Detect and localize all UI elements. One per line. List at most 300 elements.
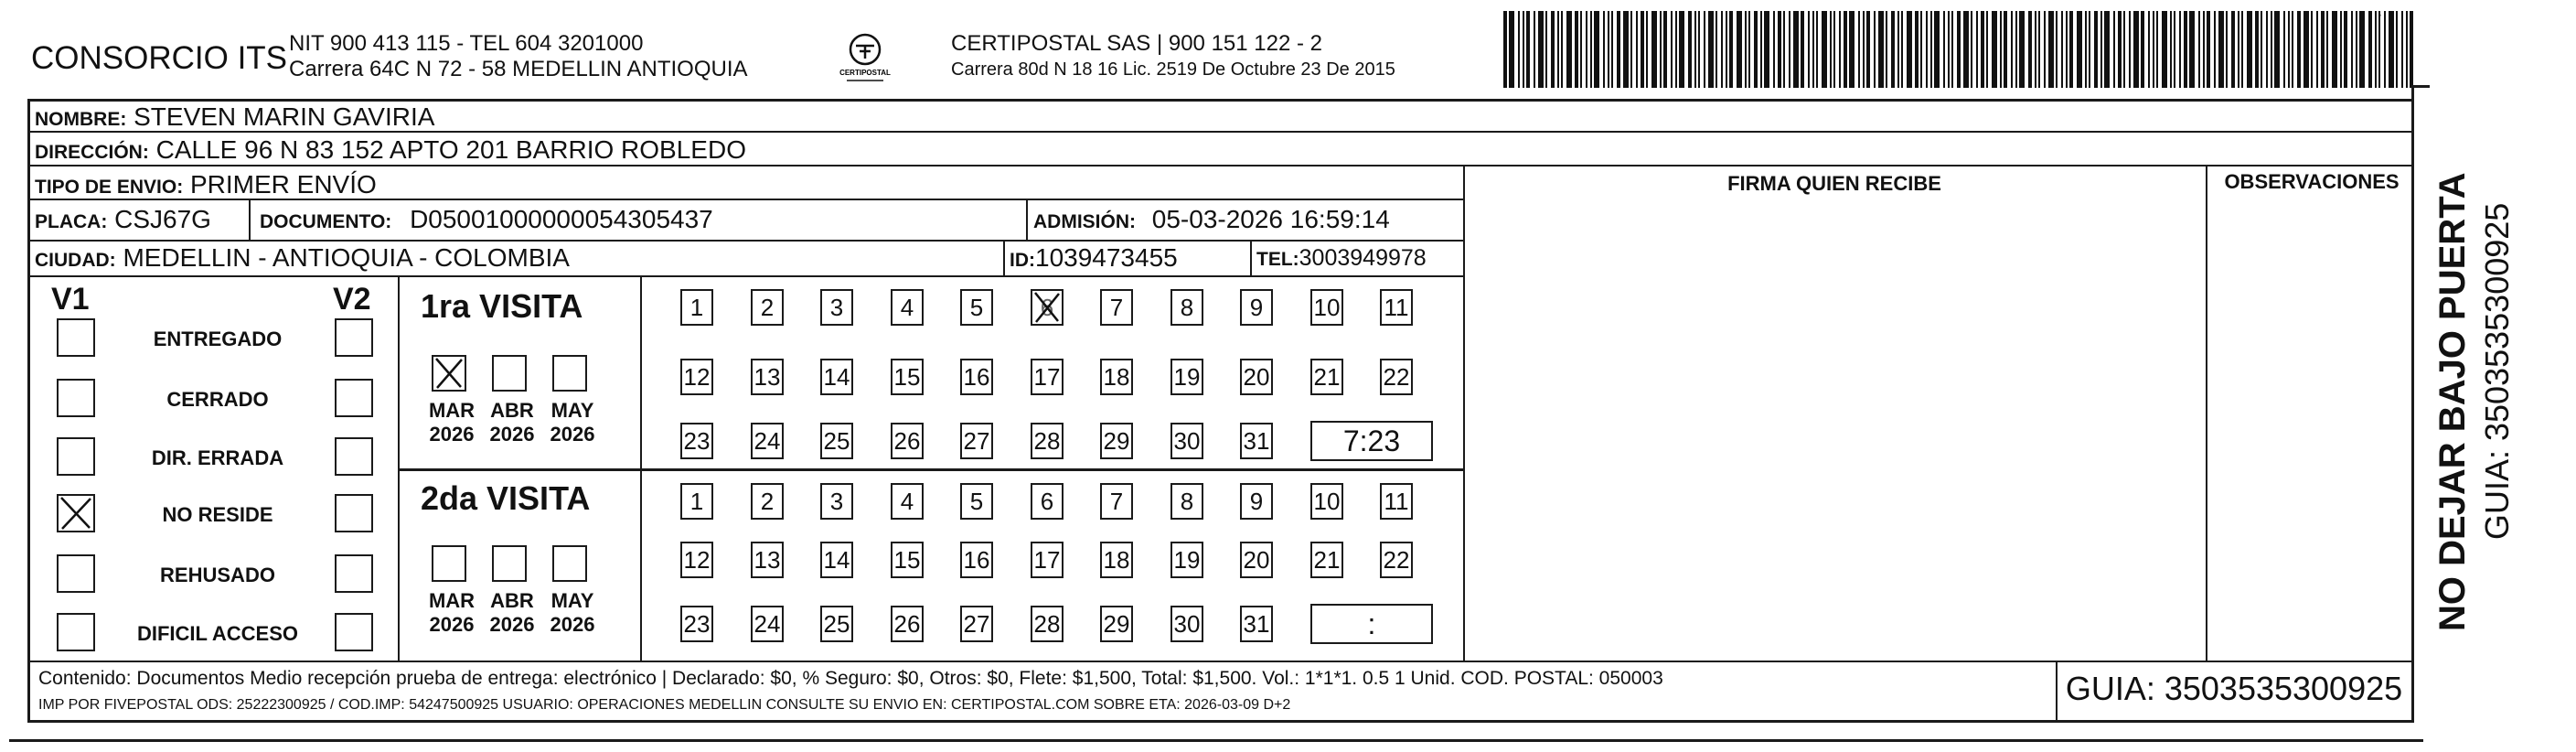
month-checkbox[interactable] xyxy=(492,545,527,582)
col-sep-tel xyxy=(1250,240,1252,275)
v1-checkbox[interactable] xyxy=(57,554,95,593)
day-box[interactable]: 16 xyxy=(960,542,993,578)
barcode-bar xyxy=(1538,11,1544,88)
month-label: MAR xyxy=(428,399,476,422)
barcode-bar xyxy=(1580,11,1582,88)
barcode-bar xyxy=(2094,11,2098,88)
placa-value: CSJ67G xyxy=(114,205,211,233)
barcode-bar xyxy=(1992,11,1997,88)
day-box[interactable]: 15 xyxy=(891,542,924,578)
barcode-bar xyxy=(1679,11,1684,88)
barcode-bar xyxy=(2044,11,2046,88)
barcode-bar xyxy=(1858,11,1860,88)
certipostal-logo xyxy=(839,27,891,88)
v1-label: V1 xyxy=(51,282,90,317)
barcode-bar xyxy=(2015,11,2017,88)
day-box[interactable]: 7 xyxy=(1100,289,1133,326)
col-sep-admision xyxy=(1026,199,1028,240)
barcode-bar xyxy=(2406,11,2408,88)
day-box[interactable]: 7 xyxy=(1100,483,1133,520)
status-label: DIR. ERRADA xyxy=(151,446,284,469)
barcode-bar xyxy=(1617,11,1620,88)
barcode-bar xyxy=(2238,11,2239,88)
barcode-bar xyxy=(2035,11,2036,88)
company-name: CONSORCIO ITS xyxy=(31,40,288,76)
day-box[interactable]: 22 xyxy=(1380,359,1413,395)
placa-label: PLACA: xyxy=(35,211,108,232)
day-box[interactable]: 23 xyxy=(680,423,713,459)
barcode-bar xyxy=(1608,11,1609,88)
visit1-title: 1ra VISITA xyxy=(421,287,583,325)
footer-print-info: IMP POR FIVEPOSTAL ODS: 25222300925 / COD.IMP: 54247500925 USUARIO: OPERACIONES MEDELLIN CONSULTE SU ENVIO EN: CERTIPOSTAL.COM SOBRE ETA: 2026-03-09 D+2 xyxy=(38,697,1291,713)
barcode-bar xyxy=(1698,11,1700,88)
day-box[interactable]: 8 xyxy=(1170,483,1203,520)
day-box[interactable]: 16 xyxy=(960,359,993,395)
barcode-bar xyxy=(1808,11,1810,88)
day-box[interactable]: 25 xyxy=(820,606,853,642)
barcode-bar xyxy=(2038,11,2040,88)
v1-checkbox[interactable] xyxy=(57,613,95,651)
barcode-bar xyxy=(1545,11,1547,88)
day-box[interactable]: 14 xyxy=(820,542,853,578)
day-box[interactable]: 19 xyxy=(1170,359,1203,395)
ciudad-row xyxy=(35,243,570,273)
barcode-bar xyxy=(1951,11,1953,88)
barcode-bar xyxy=(1801,11,1804,88)
barcode-bar xyxy=(1930,11,1932,88)
day-box[interactable]: 11 xyxy=(1380,483,1413,520)
tipo-label: TIPO DE ENVIO: xyxy=(35,177,184,198)
visit2-title: 2da VISITA xyxy=(421,479,591,517)
status-label: DIFICIL ACCESO xyxy=(136,622,298,645)
id-label: ID: xyxy=(1010,250,1035,271)
barcode-bar xyxy=(2359,11,2365,88)
barcode-bar xyxy=(2156,11,2158,88)
day-box[interactable]: 6 xyxy=(1031,289,1064,326)
barcode-bar xyxy=(2384,11,2386,88)
barcode-bar xyxy=(2019,11,2025,88)
day-box[interactable]: 13 xyxy=(751,359,784,395)
barcode-bar xyxy=(1561,11,1563,88)
day-check-mark xyxy=(1031,289,1064,326)
barcode-bar xyxy=(2241,11,2243,88)
barcode-bar xyxy=(1660,11,1662,88)
barcode-bar xyxy=(1981,11,1984,88)
v2-checkbox[interactable] xyxy=(335,437,373,476)
barcode-bar xyxy=(2184,11,2187,88)
barcode-bar xyxy=(2261,11,2262,88)
documento-row xyxy=(260,205,713,234)
barcode-bar xyxy=(1778,11,1781,88)
corner-mark: · xyxy=(2378,7,2383,23)
day-box[interactable]: 31 xyxy=(1240,423,1273,459)
barcode-bar xyxy=(1745,11,1747,88)
outer-bottom xyxy=(9,739,2423,742)
month-checkbox[interactable] xyxy=(552,545,587,582)
day-box[interactable]: 2 xyxy=(751,289,784,326)
day-box[interactable]: 27 xyxy=(960,606,993,642)
barcode-bar xyxy=(1897,11,1899,88)
barcode-bar xyxy=(1675,11,1677,88)
barcode-bar xyxy=(2123,11,2125,88)
day-box[interactable]: 24 xyxy=(751,423,784,459)
barcode-bar xyxy=(2179,11,2181,88)
barcode-bar xyxy=(1764,11,1769,88)
barcode-bar xyxy=(2189,11,2195,88)
barcode-bar xyxy=(1926,11,1928,88)
barcode-bar xyxy=(1551,11,1555,88)
ciudad-value: MEDELLIN - ANTIOQUIA - COLOMBIA xyxy=(123,243,570,272)
month-label: MAY xyxy=(550,399,594,422)
month-checkbox[interactable] xyxy=(432,545,466,582)
day-box[interactable]: 21 xyxy=(1310,359,1343,395)
nombre-value: STEVEN MARIN GAVIRIA xyxy=(134,102,435,131)
barcode-bar xyxy=(2214,11,2216,88)
barcode-bar xyxy=(1866,11,1870,88)
day-box[interactable]: 5 xyxy=(960,483,993,520)
admision-row xyxy=(1033,205,1390,234)
tel-row xyxy=(1256,245,1427,272)
barcode-bar xyxy=(1986,11,1988,88)
barcode-bar xyxy=(1830,11,1832,88)
barcode-bar xyxy=(1651,11,1657,88)
v2-checkbox[interactable] xyxy=(335,613,373,651)
barcode-bar xyxy=(2011,11,2013,88)
frame-left xyxy=(27,99,30,723)
barcode-bar xyxy=(2368,11,2372,88)
barcode-bar xyxy=(2396,11,2398,88)
id-value: 1039473455 xyxy=(1035,243,1178,272)
day-box[interactable]: 10 xyxy=(1310,289,1343,326)
barcode-bar xyxy=(2089,11,2090,88)
frame-bottom xyxy=(27,720,2414,723)
barcode-bar xyxy=(2129,11,2131,88)
barcode-bar xyxy=(2077,11,2082,88)
barcode-bar xyxy=(2401,11,2403,88)
barcode-bar xyxy=(1726,11,1727,88)
frame-corner xyxy=(2411,85,2430,88)
barcode-bar xyxy=(2271,11,2272,88)
barcode-bar xyxy=(2207,11,2210,88)
day-box[interactable]: 3 xyxy=(820,483,853,520)
visit-sep xyxy=(398,468,1463,471)
barcode-bar xyxy=(1839,11,1841,88)
day-box[interactable]: 14 xyxy=(820,359,853,395)
barcode-bar xyxy=(2141,11,2144,88)
v2-label: V2 xyxy=(333,282,371,317)
barcode-bar xyxy=(2000,11,2002,88)
barcode-bar xyxy=(2321,11,2325,88)
barcode-bar xyxy=(1816,11,1818,88)
day-box[interactable]: 4 xyxy=(891,483,924,520)
month-year: 2026 xyxy=(550,613,595,636)
barcode-bar xyxy=(2326,11,2328,88)
barcode-bar xyxy=(1630,11,1632,88)
status-label: CERRADO xyxy=(166,388,269,411)
barcode-bar xyxy=(2311,11,2313,88)
month-year: 2026 xyxy=(550,423,595,446)
day-box[interactable]: 4 xyxy=(891,289,924,326)
logo-text: CERTIPOSTAL xyxy=(839,69,891,77)
barcode-bar xyxy=(2028,11,2032,88)
day-box[interactable]: 23 xyxy=(680,606,713,642)
placa-row xyxy=(35,205,211,234)
barcode-bar xyxy=(2389,11,2394,88)
day-box[interactable]: 13 xyxy=(751,542,784,578)
month-year: 2026 xyxy=(429,423,475,446)
month-year: 2026 xyxy=(429,613,475,636)
barcode-bar xyxy=(2198,11,2200,88)
ciudad-label: CIUDAD: xyxy=(35,250,116,271)
month-checkbox[interactable] xyxy=(552,355,587,392)
barcode-bar xyxy=(1641,11,1644,88)
day-box[interactable]: 6 xyxy=(1031,483,1064,520)
day-box[interactable]: 25 xyxy=(820,423,853,459)
month-year: 2026 xyxy=(489,423,535,446)
tel-value: 3003949978 xyxy=(1299,245,1427,271)
barcode-bar xyxy=(1915,11,1919,88)
certipostal-nit: CERTIPOSTAL SAS | 900 151 122 - 2 xyxy=(951,31,1322,56)
day-box[interactable]: 20 xyxy=(1240,359,1273,395)
day-box[interactable]: 18 xyxy=(1100,359,1133,395)
barcode-bar xyxy=(1963,11,1969,88)
time-box[interactable]: : xyxy=(1310,604,1433,644)
barcode-bar xyxy=(1611,11,1613,88)
barcode-bar xyxy=(2340,11,2342,88)
barcode-bar xyxy=(2004,11,2007,88)
certipostal-address: Carrera 80d N 18 16 Lic. 2519 De Octubre 23 De 2015 xyxy=(951,59,1395,80)
signature-area[interactable] xyxy=(1465,201,2206,659)
day-box[interactable]: 8 xyxy=(1170,289,1203,326)
barcode-bar xyxy=(2170,11,2172,88)
v1-check-mark xyxy=(57,494,95,532)
tipo-row xyxy=(35,170,377,199)
observaciones-header: OBSERVACIONES xyxy=(2224,170,2400,193)
barcode-bar xyxy=(2356,11,2357,88)
barcode-bar xyxy=(2410,11,2413,88)
barcode-bar xyxy=(1663,11,1667,88)
barcode-bar xyxy=(2148,11,2150,88)
day-box[interactable]: 24 xyxy=(751,606,784,642)
barcode-bar xyxy=(1646,11,1648,88)
day-box[interactable]: 19 xyxy=(1170,542,1203,578)
day-box[interactable]: 17 xyxy=(1031,542,1064,578)
barcode-bar xyxy=(1957,11,1961,88)
barcode-bar xyxy=(1586,11,1587,88)
barcode-bar xyxy=(2292,11,2293,88)
barcode-bar xyxy=(2203,11,2205,88)
nit-line: NIT 900 413 115 - TEL 604 3201000 xyxy=(289,31,644,56)
barcode-bar xyxy=(1760,11,1762,88)
day-box[interactable]: 29 xyxy=(1100,606,1133,642)
guia-number-box: GUIA: 3503535300925 xyxy=(2065,670,2403,707)
barcode-bar xyxy=(2247,11,2252,88)
footer-contents: Contenido: Documentos Medio recepción prueba de entrega: electrónico | Declarado: $0, % Seguro: $0, Otros: $0, Flete: $1,500, Total: $1,500. Vol.: 1*1*1. 0.5 1 Unid. COD. POSTAL: 050003 xyxy=(38,668,1663,689)
row-sep-5 xyxy=(27,275,1463,277)
company-contact xyxy=(289,31,748,82)
day-box[interactable]: 31 xyxy=(1240,606,1273,642)
day-box[interactable]: 20 xyxy=(1240,542,1273,578)
barcode-bar xyxy=(2283,11,2285,88)
id-row xyxy=(1010,243,1178,273)
barcode-bar xyxy=(1708,11,1714,88)
v1-checkbox[interactable] xyxy=(57,318,95,357)
v2-checkbox[interactable] xyxy=(335,318,373,357)
day-box[interactable]: 12 xyxy=(680,359,713,395)
barcode-bar xyxy=(1891,11,1895,88)
barcode-bar xyxy=(1886,11,1887,88)
barcode-bar xyxy=(1920,11,1922,88)
day-box[interactable]: 27 xyxy=(960,423,993,459)
barcode-bar xyxy=(1721,11,1723,88)
barcode-bar xyxy=(1694,11,1696,88)
day-box[interactable]: 30 xyxy=(1170,423,1203,459)
barcode-bar xyxy=(2316,11,2318,88)
row-sep-2 xyxy=(27,165,2414,167)
day-box[interactable]: 11 xyxy=(1380,289,1413,326)
barcode-bar xyxy=(2174,11,2175,88)
month-checkbox[interactable] xyxy=(492,355,527,392)
month-label: MAR xyxy=(428,589,476,612)
barcode-bar xyxy=(1594,11,1599,88)
day-box[interactable]: 2 xyxy=(751,483,784,520)
barcode-bar xyxy=(2069,11,2073,88)
admision-value: 05-03-2026 16:59:14 xyxy=(1151,205,1390,233)
barcode-bar xyxy=(2066,11,2068,88)
no-dejar-bajo-puerta: NO DEJAR BAJO PUERTA xyxy=(2432,172,2473,631)
certipostal-info xyxy=(951,31,1395,82)
side-guia-number: GUIA: 3503535300925 xyxy=(2478,202,2516,540)
barcode-bar xyxy=(2100,11,2102,88)
day-box[interactable]: 15 xyxy=(891,359,924,395)
barcode-bar xyxy=(2048,11,2054,88)
direccion-row xyxy=(35,135,746,165)
barcode-bar xyxy=(1748,11,1750,88)
barcode-bar xyxy=(2274,11,2280,88)
v1-checkbox[interactable] xyxy=(57,437,95,476)
barcode-bar xyxy=(1575,11,1578,88)
col-sep-placa xyxy=(249,199,251,240)
barcode-bar xyxy=(1943,11,1945,88)
observations-area[interactable] xyxy=(2207,201,2410,659)
day-box[interactable]: 21 xyxy=(1310,542,1343,578)
barcode-bar xyxy=(1737,11,1742,88)
barcode-bar xyxy=(1729,11,1733,88)
nombre-label: NOMBRE: xyxy=(35,109,127,130)
barcode-bar xyxy=(1636,11,1638,88)
day-box[interactable]: 22 xyxy=(1380,542,1413,578)
admision-label: ADMISIÓN: xyxy=(1033,211,1136,232)
barcode-bar xyxy=(1754,11,1758,88)
barcode-bar xyxy=(1833,11,1835,88)
documento-value: D05001000000054305437 xyxy=(410,205,713,233)
status-label: ENTREGADO xyxy=(153,328,283,350)
barcode-bar xyxy=(1844,11,1847,88)
direccion-value: CALLE 96 N 83 152 APTO 201 BARRIO ROBLEDO xyxy=(155,135,746,164)
day-box[interactable]: 9 xyxy=(1240,483,1273,520)
day-box[interactable]: 1 xyxy=(680,483,713,520)
barcode-bar xyxy=(2133,11,2139,88)
barcode-bar xyxy=(1623,11,1629,88)
barcode-bar xyxy=(1518,11,1520,88)
barcode-bar xyxy=(1934,11,1940,88)
barcode-bar xyxy=(2113,11,2115,88)
barcode-bar xyxy=(1526,11,1530,88)
day-box[interactable]: 26 xyxy=(891,606,924,642)
v2-checkbox[interactable] xyxy=(335,494,373,532)
day-box[interactable]: 10 xyxy=(1310,483,1343,520)
month-label: ABR xyxy=(490,399,534,422)
barcode-bar xyxy=(1716,11,1717,88)
barcode-bar xyxy=(1948,11,1950,88)
barcode-bar xyxy=(1503,11,1507,88)
barcode-bar xyxy=(1789,11,1790,88)
barcode-bar xyxy=(1773,11,1775,88)
day-box[interactable]: 9 xyxy=(1240,289,1273,326)
day-box[interactable]: 1 xyxy=(680,289,713,326)
barcode-bar xyxy=(1534,11,1535,88)
barcode-bar xyxy=(2056,11,2058,88)
month-check-mark xyxy=(432,355,466,392)
day-box[interactable]: 28 xyxy=(1031,606,1064,642)
frame-top xyxy=(27,99,2414,102)
day-box[interactable]: 30 xyxy=(1170,606,1203,642)
day-box[interactable]: 26 xyxy=(891,423,924,459)
time-box[interactable]: 7:23 xyxy=(1310,421,1433,461)
day-box[interactable]: 28 xyxy=(1031,423,1064,459)
barcode-bar xyxy=(2375,11,2377,88)
day-box[interactable]: 18 xyxy=(1100,542,1133,578)
barcode-bar xyxy=(2231,11,2235,88)
barcode-bar xyxy=(2061,11,2063,88)
col-sep-id xyxy=(1003,240,1005,275)
barcode-bar xyxy=(1590,11,1592,88)
barcode-bar xyxy=(2162,11,2167,88)
barcode-bar xyxy=(1523,11,1524,88)
v2-checkbox[interactable] xyxy=(335,554,373,593)
barcode-bar xyxy=(1874,11,1876,88)
v2-checkbox[interactable] xyxy=(335,379,373,417)
day-box[interactable]: 5 xyxy=(960,289,993,326)
v1-checkbox[interactable] xyxy=(57,379,95,417)
barcode-bar xyxy=(1566,11,1572,88)
barcode-bar xyxy=(2288,11,2290,88)
day-box[interactable]: 3 xyxy=(820,289,853,326)
month-label: MAY xyxy=(550,589,594,612)
barcode-bar xyxy=(2226,11,2228,88)
documento-label: DOCUMENTO: xyxy=(260,211,392,232)
day-box[interactable]: 12 xyxy=(680,542,713,578)
barcode-bar xyxy=(2266,11,2268,88)
barcode-bar xyxy=(1878,11,1884,88)
barcode-bar xyxy=(1603,11,1605,88)
barcode-bar xyxy=(1863,11,1865,88)
barcode-bar xyxy=(2332,11,2337,88)
status-label: REHUSADO xyxy=(160,564,275,586)
barcode-bar xyxy=(1793,11,1799,88)
day-box[interactable]: 29 xyxy=(1100,423,1133,459)
barcode-bar xyxy=(1783,11,1785,88)
row-sep-4 xyxy=(27,240,1463,242)
barcode-bar xyxy=(2344,11,2347,88)
barcode-bar xyxy=(2118,11,2122,88)
month-year: 2026 xyxy=(489,613,535,636)
barcode-bar xyxy=(1671,11,1673,88)
barcode-bar xyxy=(1704,11,1705,88)
barcode-bar xyxy=(1688,11,1692,88)
barcode-bar xyxy=(1812,11,1814,88)
day-box[interactable]: 17 xyxy=(1031,359,1064,395)
